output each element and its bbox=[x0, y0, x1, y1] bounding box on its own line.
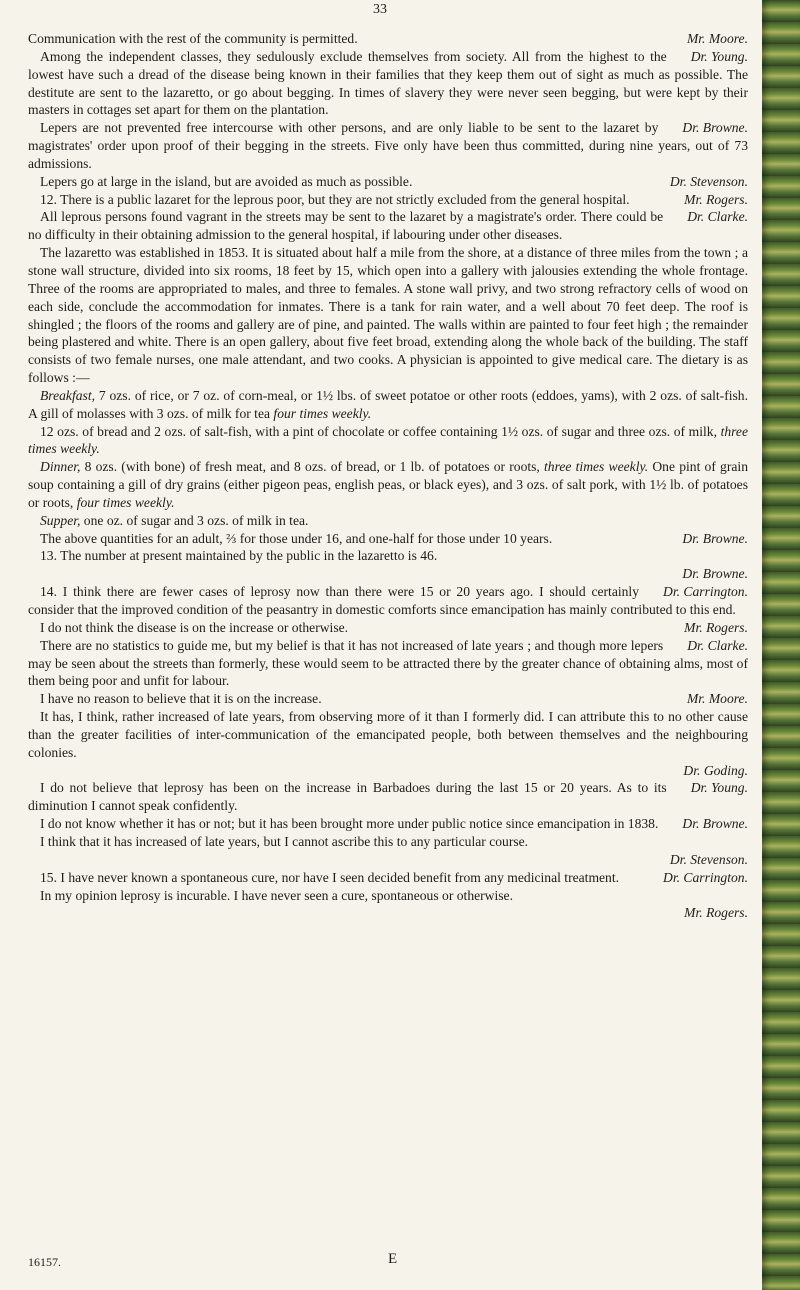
paragraph-text: I do not think the disease is on the increase or otherwise. bbox=[40, 619, 349, 635]
paragraph bbox=[28, 619, 748, 637]
body-text bbox=[28, 30, 748, 922]
attribution: Dr. Carrington. bbox=[663, 869, 748, 885]
attribution: Dr. Carrington. bbox=[663, 584, 748, 600]
paragraph bbox=[28, 869, 748, 887]
attribution: Mr. Moore. bbox=[686, 691, 748, 707]
paragraph-text: 8 ozs. (with bone) of fresh meat, and 8 ozs. of bread, or 1 lb. of potatoes or roots, bbox=[80, 459, 545, 475]
italic-text: Supper, bbox=[40, 512, 81, 528]
paragraph bbox=[28, 244, 748, 387]
print-code: 16157. bbox=[28, 1255, 61, 1269]
attribution-line: Dr. Browne. bbox=[682, 566, 748, 582]
attribution: Mr. Rogers. bbox=[684, 191, 748, 207]
italic-text: Breakfast, bbox=[40, 387, 95, 403]
paragraph-text: I do not believe that leprosy has been on the increase in Barbadoes during the last 15 or 20 years. As to its diminution I cannot speak confidently. bbox=[28, 780, 667, 814]
attribution: Dr. Young. bbox=[690, 780, 748, 796]
paragraph-text: I do not know whether it has or not; but it has been brought more under public notice since emancipation in 1838. bbox=[40, 816, 659, 832]
paragraph bbox=[28, 530, 748, 548]
paragraph-text: It has, I think, rather increased of late years, from observing more of it than I formerly did. I can attribute this to no other cause than the greater facilities of inter-communication of the emancipated people, both between themselves and the neighbouring colonies. bbox=[28, 709, 748, 760]
paragraph-text: 12 ozs. of bread and 2 ozs. of salt-fish, with a pint of chocolate or coffee containing 1½ ozs. of sugar and three ozs. of milk, bbox=[40, 423, 721, 439]
attribution-line: Dr. Goding. bbox=[683, 762, 748, 778]
paragraph bbox=[28, 208, 748, 244]
paragraph-text: The above quantities for an adult, ⅔ for those under 16, and one-half for those under 10 years. bbox=[40, 530, 553, 546]
attribution: Dr. Browne. bbox=[682, 530, 748, 546]
attribution-line: Dr. Stevenson. bbox=[669, 851, 748, 867]
italic-text: Dinner, bbox=[40, 459, 81, 475]
paragraph bbox=[28, 708, 748, 762]
italic-text: four times weekly. bbox=[76, 494, 175, 510]
page-footer bbox=[28, 1253, 748, 1273]
paragraph-text: one oz. of sugar and 3 ozs. of milk in tea. bbox=[80, 512, 309, 528]
paragraph-text: Lepers are not prevented free intercourse with other persons, and are only liable to be sent to the lazaret by magistrates' order upon proof of their begging in the streets. Five only have been thus committed, during nine years, out of 73 admissions. bbox=[28, 120, 748, 171]
paragraph bbox=[28, 387, 748, 423]
paragraph bbox=[28, 887, 748, 905]
italic-text: four times weekly. bbox=[273, 405, 372, 421]
italic-text: three times weekly. bbox=[544, 459, 649, 475]
paragraph bbox=[28, 512, 748, 530]
attribution: Dr. Young. bbox=[690, 48, 748, 64]
signature-letter: E bbox=[388, 1251, 398, 1267]
paragraph-text: Communication with the rest of the community is permitted. bbox=[28, 31, 358, 46]
paragraph bbox=[28, 690, 748, 708]
attribution: Mr. Rogers. bbox=[684, 619, 748, 635]
paragraph bbox=[28, 119, 748, 173]
paragraph-text: In my opinion leprosy is incurable. I have never seen a cure, spontaneous or otherwise. bbox=[40, 887, 513, 903]
paragraph bbox=[28, 833, 748, 851]
paragraph bbox=[28, 637, 748, 691]
attribution: Dr. Stevenson. bbox=[669, 173, 748, 189]
paragraph bbox=[28, 423, 748, 459]
paragraph-text: Lepers go at large in the island, but are avoided as much as possible. bbox=[40, 173, 413, 189]
book-binding-edge bbox=[762, 0, 800, 1290]
paragraph bbox=[28, 191, 748, 209]
paragraph-text: 12. There is a public lazaret for the leprous poor, but they are not strictly excluded from the general hospital. bbox=[40, 191, 630, 207]
paragraph bbox=[28, 779, 748, 815]
attribution: Dr. Clarke. bbox=[687, 637, 748, 653]
paragraph bbox=[28, 173, 748, 191]
paragraph-text: I have no reason to believe that it is on the increase. bbox=[40, 691, 322, 707]
attribution: Dr. Browne. bbox=[682, 816, 748, 832]
paragraph bbox=[28, 815, 748, 833]
paragraph bbox=[28, 547, 748, 565]
paragraph-text: 13. The number at present maintained by the public in the lazaretto is 46. bbox=[40, 548, 438, 564]
paragraph-text: Among the independent classes, they sedulously exclude themselves from society. All from the highest to the lowest have such a dread of the disease being known in their families that they keep them out of sight as much as possible. The destitute are sent to the lazaretto, or go about begging. In times of slavery they were never seen begging, but were kept by their masters in cottages set apart for them on the plantation. bbox=[28, 48, 748, 118]
paragraph-text: I think that it has increased of late years, but I cannot ascribe this to any particular course. bbox=[40, 833, 529, 849]
paragraph-text: 7 ozs. of rice, or 7 oz. of corn-meal, or 1½ lbs. of sweet potatoe or other roots (eddoes, yams), with 2 ozs. of salt-fish. A gill of molasses with 3 ozs. of milk for tea bbox=[28, 387, 748, 421]
italic-text: three times weekly. bbox=[28, 423, 748, 457]
paragraph-text: One pint of grain soup containing a gill of dry grains (either pigeon peas, english peas, or black eyes), and 3 ozs. of salt pork, with 1½ lb. of potatoes or roots, bbox=[28, 459, 748, 510]
paragraph bbox=[28, 583, 748, 619]
paragraph bbox=[28, 48, 748, 119]
attribution: Mr. Moore. bbox=[686, 31, 748, 46]
paragraph bbox=[28, 458, 748, 512]
paragraph bbox=[28, 30, 748, 48]
paragraph-text: The lazaretto was established in 1853. It is situated about half a mile from the shore, at a distance of three miles from the town ; a stone wall structure, divided into six rooms, 18 feet by 15, which open into a gallery with jalousies extending the whole frontage. Three of the rooms are appropriated to males, and three to females. A stone wall privy, and two strong refractory cells of wood on each side, conclude the accommodation for inmates. There is a tank for rain water, and a well about 70 feet deep. The roof is shingled ; the floors of the rooms and gallery are of pine, and painted. The walls within are painted to four feet high ; the remainder being plastered and white. There is an open gallery, about five feet broad, extending along the whole back of the building. The staff consists of two female nurses, one male attendant, and two cooks. A physician is appointed to give medical care. The dietary is as follows :— bbox=[28, 245, 748, 386]
attribution: Dr. Clarke. bbox=[687, 209, 748, 225]
paragraph-text: 14. I think there are fewer cases of leprosy now than there were 15 or 20 years ago. I should certainly consider that the improved condition of the peasantry in domestic comforts since emancipation has mainly contributed to this end. bbox=[28, 584, 736, 617]
paragraph-text: There are no statistics to guide me, but my belief is that it has not increased of late years ; and though more lepers may be seen about the streets than formerly, these would seem to be attracted there by the greater chance of obtaining alms, most of them being poor and unfit for labour. bbox=[28, 637, 748, 689]
paragraph-text: 15. I have never known a spontaneous cure, nor have I seen decided benefit from any medicinal treatment. bbox=[40, 869, 620, 885]
attribution-line: Mr. Rogers. bbox=[684, 905, 748, 921]
page-number: 33 bbox=[373, 2, 387, 17]
paragraph-text: All leprous persons found vagrant in the streets may be sent to the lazaret by a magistrate's order. There could be no difficulty in their obtaining admission to the general hospital, if labouring under other diseases. bbox=[28, 209, 664, 243]
attribution: Dr. Browne. bbox=[682, 120, 748, 136]
